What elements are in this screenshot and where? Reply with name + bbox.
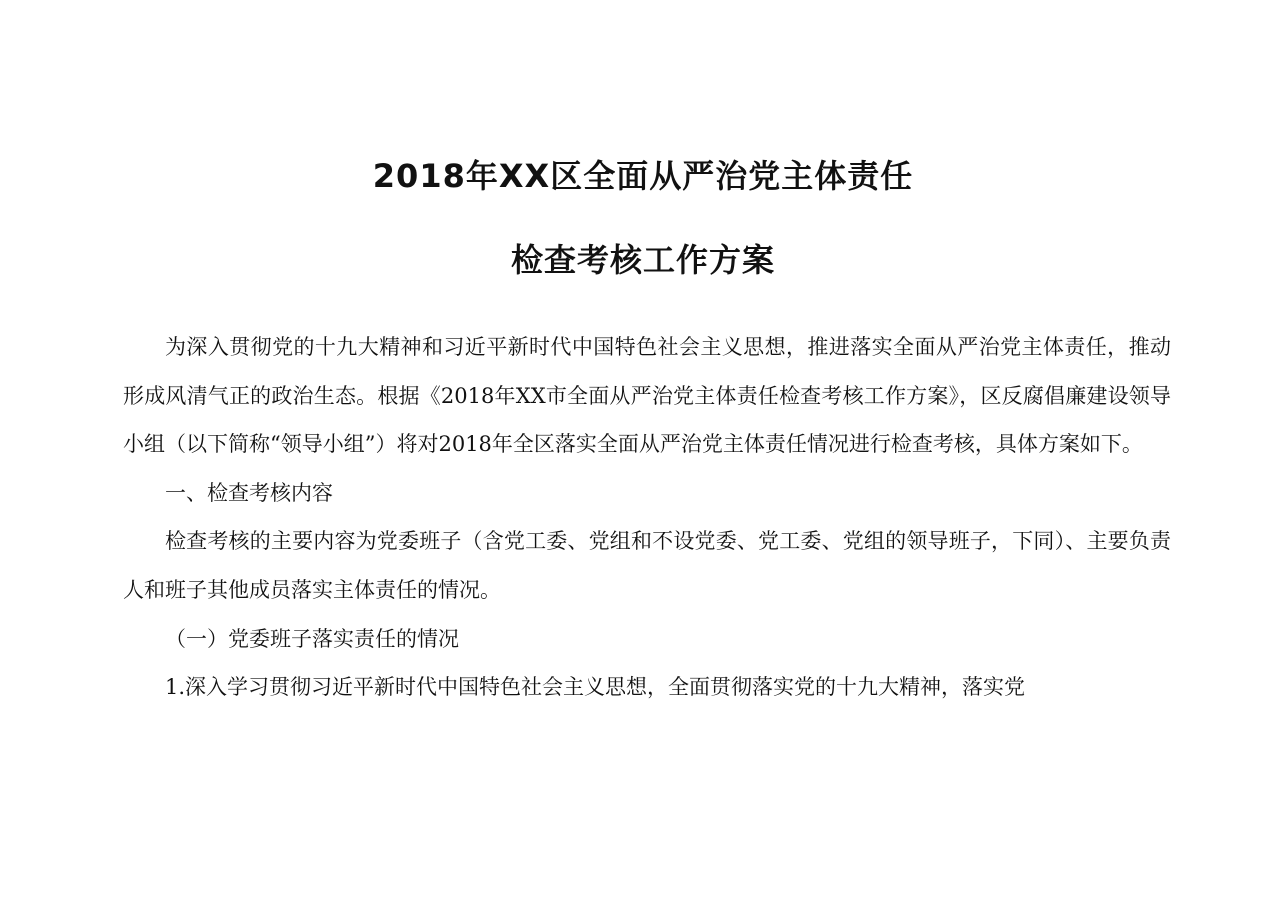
section-heading-1: 一、检查考核内容 (165, 480, 333, 505)
document-body (123, 323, 1171, 712)
section-1-paragraph: 检查考核的主要内容为党委班子（含党工委、党组和不设党委、党工委、党组的领导班子，下同）、主要负责人和班子其他成员落实主体责任的情况。 (123, 529, 1171, 602)
intro-paragraph: 为深入贯彻党的十九大精神和习近平新时代中国特色社会主义思想，推进落实全面从严治党主体责任，推动形成风清气正的政治生态。根据《2018年XX市全面从严治党主体责任检查考核工作方案》，区反腐倡廉建设领导小组（以下简称“领导小组”）将对2018年全区落实全面从严治党主体责任情况进行检查考核，具体方案如下。 (123, 335, 1171, 457)
document-title-line-2: 检查考核工作方案 (510, 241, 775, 279)
list-item-1: 1.深入学习贯彻习近平新时代中国特色社会主义思想，全面贯彻落实党的十九大精神，落实党 (165, 675, 1026, 700)
subsection-heading-1: （一）党委班子落实责任的情况 (165, 626, 459, 651)
document-title-line-1: 2018年XX区全面从严治党主体责任 (372, 157, 914, 195)
